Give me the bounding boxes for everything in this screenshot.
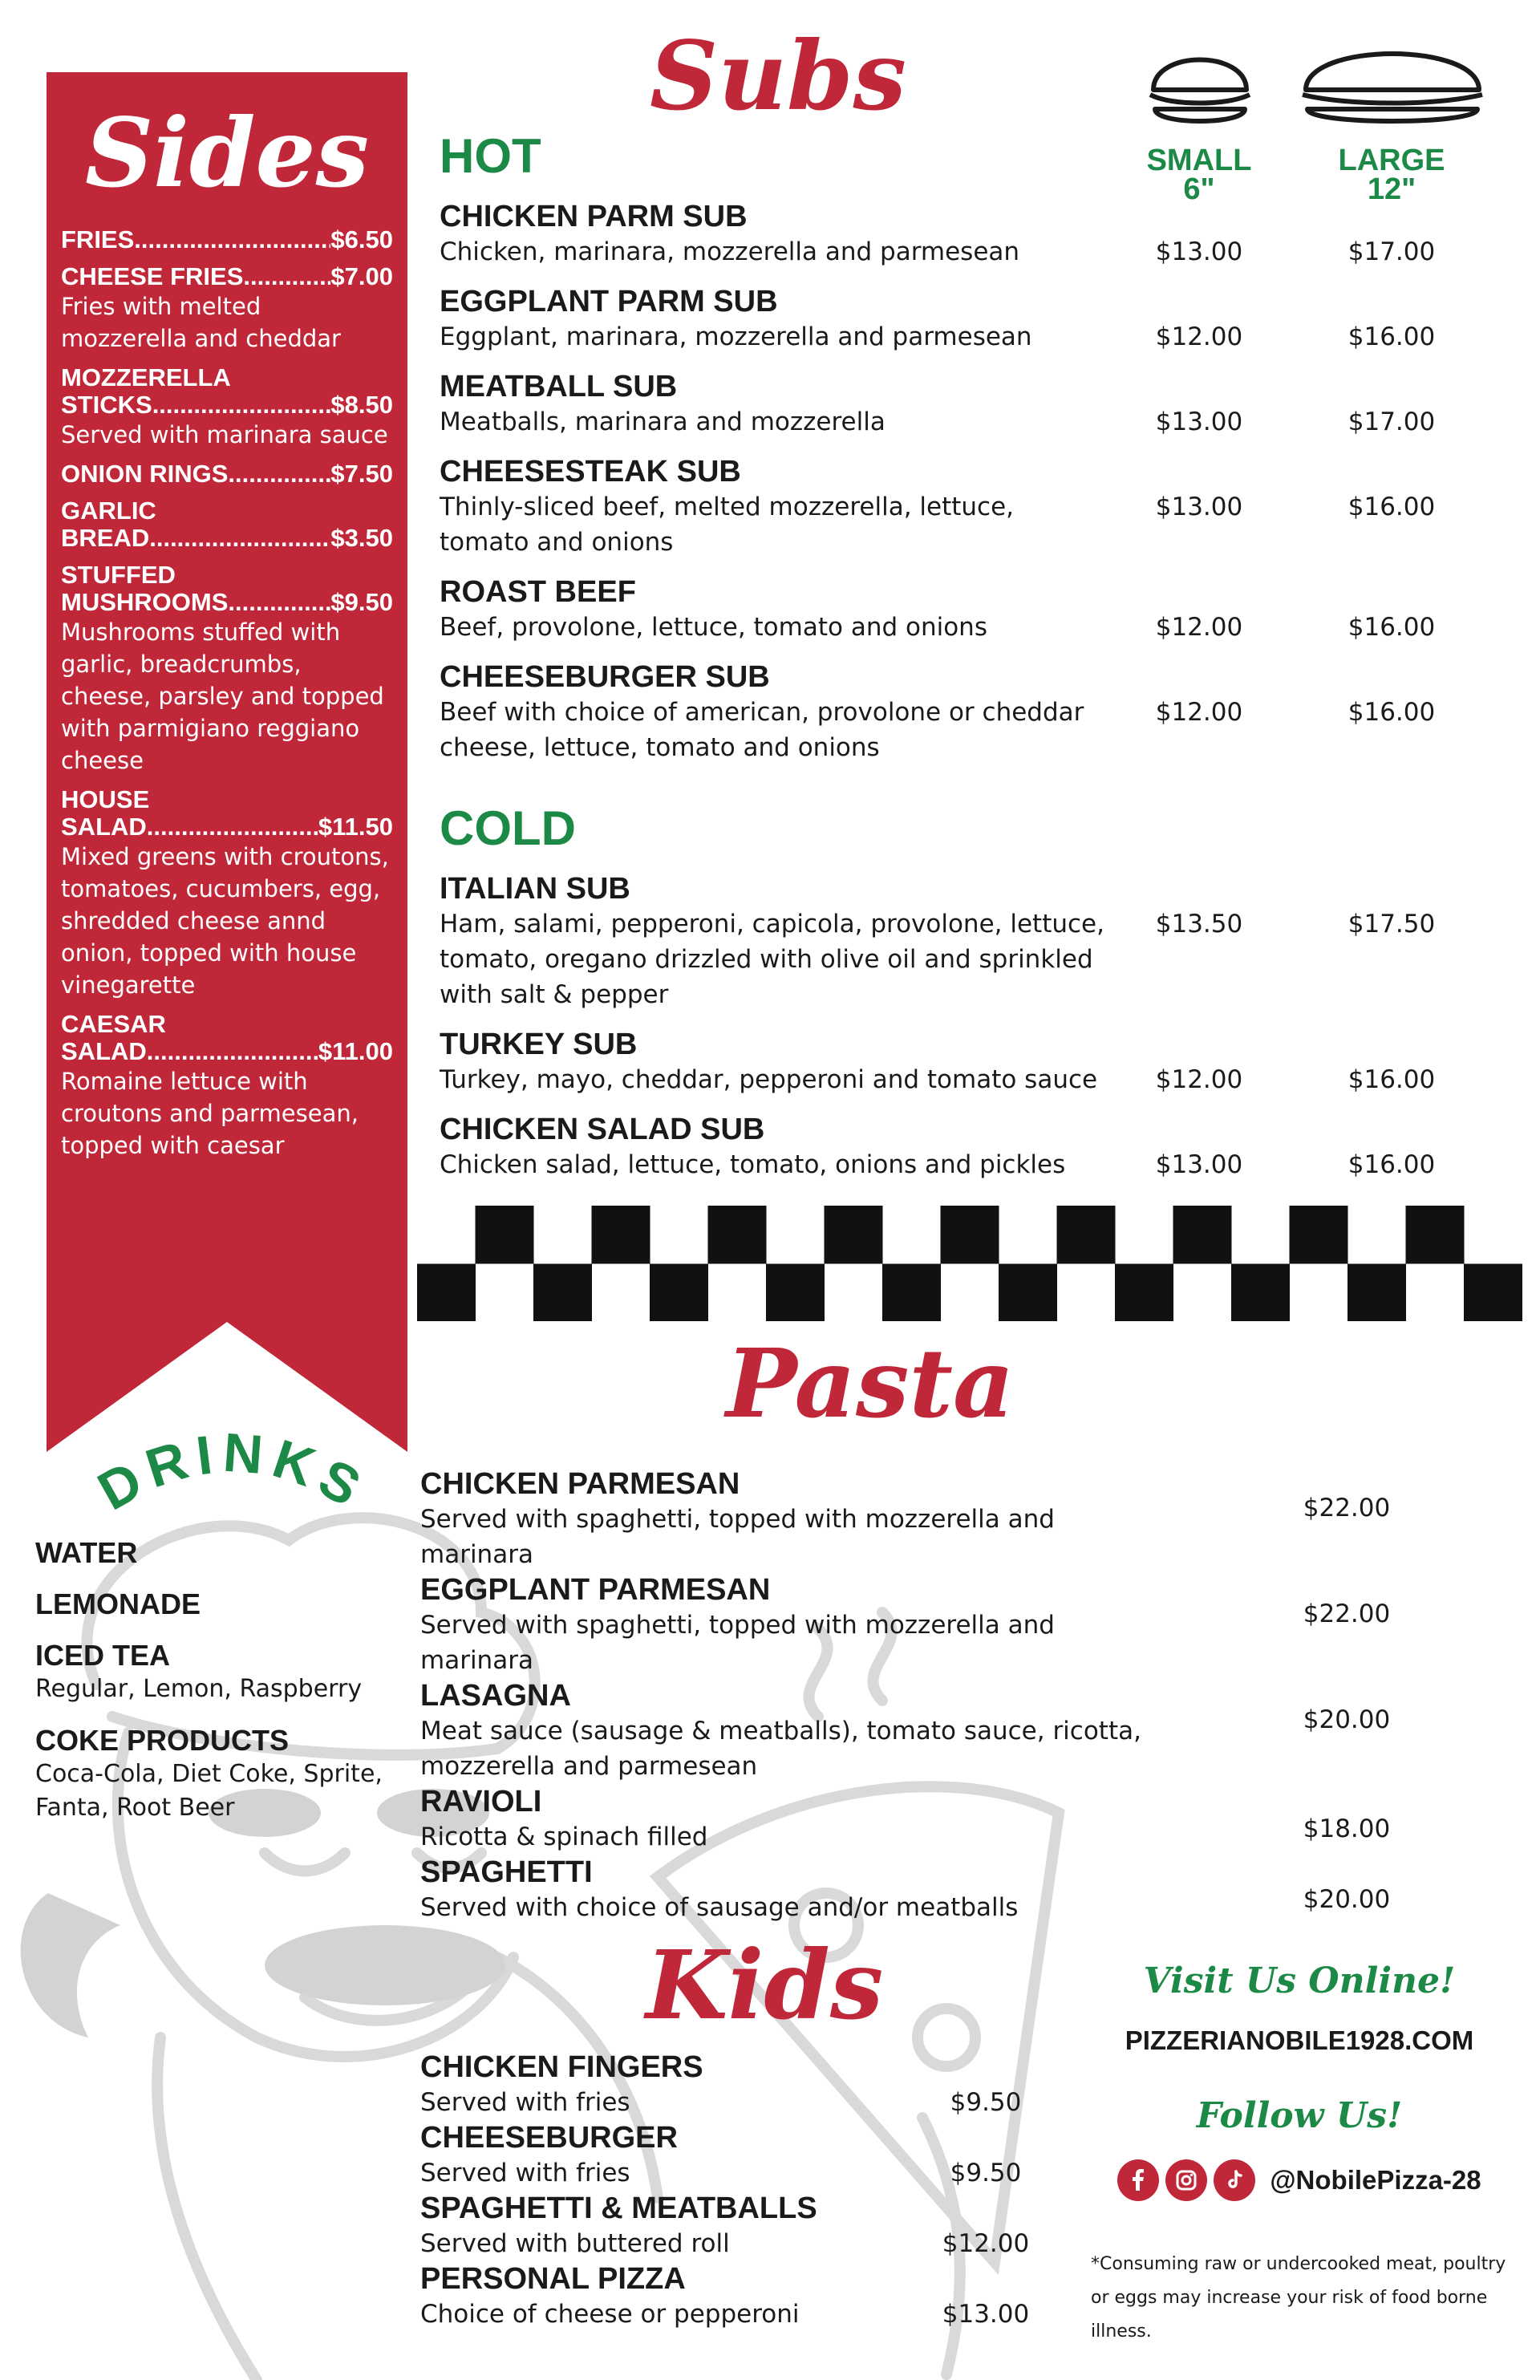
sub-item [440, 871, 1506, 1012]
sub-price-large: $17.00 [1348, 237, 1436, 266]
size-small-label: SMALL [1146, 144, 1252, 177]
sub-desc: Turkey, mayo, cheddar, pepperoni and tomato sauce [440, 1065, 1098, 1094]
social-handle[interactable]: @NobilePizza-28 [1270, 2165, 1481, 2195]
sub-name: CHICKEN PARM SUB [440, 200, 748, 233]
sub-price-large: $17.50 [1348, 910, 1436, 939]
sub-price-small: $12.00 [1155, 698, 1243, 727]
side-price: $3.50 [330, 524, 393, 552]
pasta-desc: Served with spaghetti, topped with mozzerella and marinara [420, 1505, 1055, 1569]
sub-price-small: $13.50 [1155, 910, 1243, 939]
checker-square [1348, 1264, 1406, 1322]
pasta-name: LASAGNA [420, 1679, 571, 1713]
sub-item [440, 199, 1506, 270]
side-desc: Mixed greens with croutons, tomatoes, cucumbers, egg, shredded cheese annd onion, topped with house vinegarette [61, 843, 389, 999]
facebook-icon[interactable] [1117, 2159, 1159, 2201]
side-name: FRIES [61, 225, 135, 253]
drink-name: COKE PRODUCTS [35, 1724, 290, 1757]
side-item-garlic-bread [61, 497, 393, 552]
checker-square [1231, 1264, 1290, 1322]
sub-item [440, 284, 1506, 355]
sub-item [440, 1112, 1506, 1182]
subs-title: Subs [650, 20, 906, 132]
side-price: $8.50 [330, 391, 393, 419]
side-item-fries [61, 226, 393, 253]
checker-square [1173, 1206, 1232, 1264]
sub-desc: Beef with choice of american, provolone or cheddar cheese, lettuce, tomato and onions [440, 698, 1084, 762]
side-name-line1: MOZZERELLA [61, 363, 231, 391]
checker-square [1057, 1206, 1116, 1264]
size-small [1123, 146, 1275, 204]
pasta-desc: Served with choice of sausage and/or meatballs [420, 1893, 1019, 1922]
sub-desc: Ham, salami, pepperoni, capicola, provolone, lettuce, tomato, oregano drizzled with olive oil and sprinkled with salt & pepper [440, 910, 1104, 1009]
sub-price-small: $12.00 [1155, 322, 1243, 351]
side-price: $11.50 [318, 813, 393, 841]
kids-title: Kids [646, 1929, 884, 2041]
sub-name: CHEESESTEAK SUB [440, 455, 741, 489]
side-desc: Mushrooms stuffed with garlic, breadcrumbs, cheese, parsley and topped with parmigiano reggiano cheese [61, 618, 384, 774]
hot-subs-list [440, 199, 1506, 780]
kids-list [420, 2050, 1030, 2332]
side-item-mozzerella-sticks [61, 364, 393, 451]
pasta-desc: Served with spaghetti, topped with mozzerella and marinara [420, 1611, 1055, 1675]
sub-price-small: $13.00 [1155, 237, 1243, 266]
drink-item [35, 1639, 388, 1706]
sub-item [440, 659, 1506, 765]
side-name-line1: CAESAR [61, 1010, 166, 1038]
side-desc: Served with marinara sauce [61, 421, 388, 448]
sub-price-large: $16.00 [1348, 493, 1436, 521]
side-desc: Romaine lettuce with croutons and parmesean, topped with caesar [61, 1068, 359, 1159]
sub-name: TURKEY SUB [440, 1028, 638, 1061]
drink-item [35, 1724, 388, 1825]
drink-name: ICED TEA [35, 1639, 171, 1672]
svg-text:DRINKS [88, 1422, 378, 1522]
checker-square [650, 1264, 708, 1322]
website-link[interactable]: PIZZERIANOBILE1928.COM [1125, 2025, 1474, 2055]
sub-price-small: $13.00 [1155, 1150, 1243, 1179]
drink-desc: Regular, Lemon, Raspberry [35, 1675, 363, 1703]
checker-square [476, 1206, 534, 1264]
side-price: $11.00 [318, 1037, 393, 1065]
sub-desc: Beef, provolone, lettuce, tomato and onions [440, 613, 987, 642]
side-name-line1: STUFFED [61, 561, 176, 589]
large-sub-icon [1299, 42, 1485, 132]
size-large-inches: 12" [1367, 172, 1416, 206]
sub-price-large: $16.00 [1348, 1065, 1436, 1094]
side-name: BREAD [61, 524, 150, 552]
kids-desc: Served with fries [420, 2159, 630, 2187]
side-name: STICKS [61, 391, 152, 419]
drink-name: LEMONADE [35, 1587, 201, 1620]
pasta-name: CHICKEN PARMESAN [420, 1467, 740, 1501]
size-large-label: LARGE [1338, 144, 1445, 177]
follow-title: Follow Us! [1196, 2095, 1403, 2136]
pasta-price: $22.00 [1303, 1600, 1391, 1628]
sub-price-large: $16.00 [1348, 613, 1436, 642]
sub-desc: Eggplant, marinara, mozzerella and parmesean [440, 322, 1032, 351]
drinks-list [35, 1536, 388, 1843]
drink-desc: Coca-Cola, Diet Coke, Sprite, Fanta, Root Beer [35, 1760, 383, 1822]
side-name-line1: HOUSE [61, 785, 150, 813]
hot-heading: HOT [440, 129, 541, 183]
side-item-stuffed-mushrooms [61, 562, 393, 776]
side-item-house-salad [61, 786, 393, 1001]
sub-item [440, 454, 1506, 560]
pasta-name: RAVIOLI [420, 1785, 542, 1818]
drink-item [35, 1536, 388, 1570]
sides-title: Sides [84, 97, 370, 209]
disclaimer: *Consuming raw or undercooked meat, poultry or eggs may increase your risk of food borne illness. [1091, 2254, 1506, 2341]
checker-square [766, 1264, 825, 1322]
pasta-list [420, 1466, 1463, 1925]
drinks-title-text: DRINKS [87, 1421, 378, 1522]
sub-name: ROAST BEEF [440, 575, 636, 609]
kids-desc: Served with buttered roll [420, 2229, 730, 2258]
pasta-price: $20.00 [1303, 1705, 1391, 1734]
kids-price: $13.00 [942, 2300, 1030, 2329]
side-name: CHEESE FRIES [61, 262, 244, 290]
kids-desc: Served with fries [420, 2088, 630, 2117]
sub-price-large: $16.00 [1348, 322, 1436, 351]
drink-name: WATER [35, 1536, 138, 1569]
drink-item [35, 1587, 388, 1621]
pasta-item [420, 1572, 1463, 1678]
tiktok-icon[interactable] [1214, 2159, 1255, 2201]
kids-name: CHEESEBURGER [420, 2121, 678, 2155]
side-price: $7.50 [330, 460, 393, 488]
side-name: SALAD [61, 813, 147, 841]
pasta-title: Pasta [726, 1328, 1015, 1439]
sub-item [440, 574, 1506, 645]
side-name-line1: GARLIC [61, 497, 156, 525]
sub-item [440, 1027, 1506, 1097]
checker-square [1115, 1264, 1173, 1322]
kids-item [420, 2191, 1030, 2261]
pasta-price: $22.00 [1303, 1494, 1391, 1522]
side-name: SALAD [61, 1037, 147, 1065]
checker-square [999, 1264, 1057, 1322]
sub-desc: Chicken salad, lettuce, tomato, onions and pickles [440, 1150, 1066, 1179]
kids-name: CHICKEN FINGERS [420, 2050, 703, 2084]
cold-subs-list [440, 871, 1506, 1197]
kids-item [420, 2120, 1030, 2191]
checker-square [941, 1206, 999, 1264]
sub-name: ITALIAN SUB [440, 872, 630, 906]
size-small-inches: 6" [1183, 172, 1215, 206]
sub-price-large: $17.00 [1348, 407, 1436, 436]
sub-price-small: $12.00 [1155, 613, 1243, 642]
checker-square [825, 1206, 883, 1264]
checker-square [1290, 1206, 1348, 1264]
side-name: MUSHROOMS [61, 588, 229, 616]
cold-heading: COLD [440, 801, 576, 855]
sub-name: CHEESEBURGER SUB [440, 660, 770, 694]
side-item-cheese-fries [61, 263, 393, 355]
side-price: $9.50 [330, 588, 393, 616]
pasta-name: EGGPLANT PARMESAN [420, 1573, 771, 1607]
pasta-price: $20.00 [1303, 1885, 1391, 1914]
sub-price-large: $16.00 [1348, 698, 1436, 727]
kids-name: SPAGHETTI & MEATBALLS [420, 2191, 817, 2225]
side-item-onion-rings [61, 460, 393, 488]
checkerboard-divider [417, 1206, 1522, 1321]
sub-name: MEATBALL SUB [440, 370, 678, 403]
sub-desc: Meatballs, marinara and mozzerella [440, 407, 886, 436]
side-desc: Fries with melted mozzerella and cheddar [61, 293, 341, 352]
kids-item [420, 2050, 1030, 2120]
sub-desc: Thinly-sliced beef, melted mozzerella, lettuce, tomato and onions [440, 493, 1015, 557]
pasta-item [420, 1784, 1463, 1855]
side-name: ONION RINGS [61, 460, 229, 488]
drinks-title [80, 1412, 385, 1532]
pasta-item [420, 1466, 1463, 1572]
sub-price-small: $13.00 [1155, 407, 1243, 436]
kids-desc: Choice of cheese or pepperoni [420, 2300, 800, 2329]
kids-item [420, 2261, 1030, 2332]
pasta-desc: Meat sauce (sausage & meatballs), tomato sauce, ricotta, mozzerella and parmesean [420, 1717, 1141, 1781]
checker-square [417, 1264, 476, 1322]
kids-name: PERSONAL PIZZA [420, 2262, 686, 2296]
checker-square [533, 1264, 592, 1322]
pasta-name: SPAGHETTI [420, 1855, 593, 1889]
checker-square [1406, 1206, 1465, 1264]
pasta-item [420, 1678, 1463, 1784]
side-item-caesar-salad [61, 1011, 393, 1162]
size-large [1315, 146, 1468, 204]
checker-square [1464, 1264, 1522, 1322]
kids-price: $9.50 [950, 2088, 1022, 2117]
pasta-item [420, 1855, 1463, 1925]
sub-desc: Chicken, marinara, mozzerella and parmesean [440, 237, 1020, 266]
pasta-desc: Ricotta & spinach filled [420, 1823, 708, 1851]
sides-panel [47, 72, 407, 1171]
side-price: $6.50 [330, 225, 393, 253]
social-row [1091, 2159, 1508, 2201]
sub-item [440, 369, 1506, 440]
checker-square [708, 1206, 767, 1264]
sub-name: CHICKEN SALAD SUB [440, 1113, 765, 1146]
small-sub-icon [1147, 42, 1253, 132]
pasta-price: $18.00 [1303, 1814, 1391, 1843]
checker-square [592, 1206, 650, 1264]
sub-price-large: $16.00 [1348, 1150, 1436, 1179]
instagram-icon[interactable] [1165, 2159, 1207, 2201]
sub-price-small: $13.00 [1155, 493, 1243, 521]
side-price: $7.00 [330, 262, 393, 290]
kids-price: $9.50 [950, 2159, 1022, 2187]
visit-title: Visit Us Online! [1143, 1960, 1456, 2001]
checker-square [882, 1264, 941, 1322]
sub-name: EGGPLANT PARM SUB [440, 285, 778, 318]
online-section [1091, 1957, 1508, 2349]
kids-price: $12.00 [942, 2229, 1030, 2258]
sub-price-small: $12.00 [1155, 1065, 1243, 1094]
